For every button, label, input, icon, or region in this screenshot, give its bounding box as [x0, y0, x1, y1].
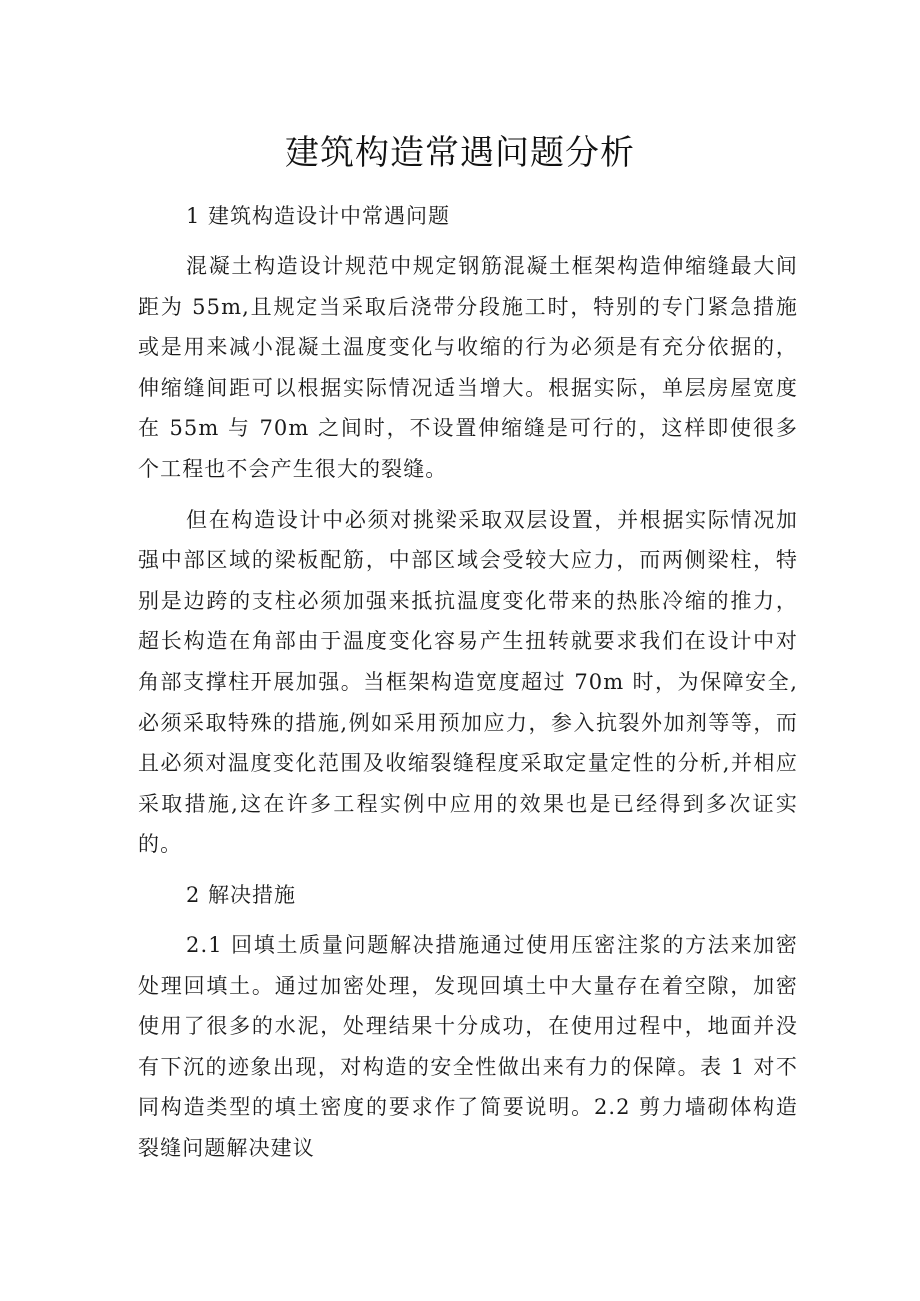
- paragraph-structural-reinforcement: 但在构造设计中必须对挑梁采取双层设置，并根据实际情况加强中部区域的梁板配筋，中部区域会受较大应力，而两侧梁柱，特别是边跨的支柱必须加强来抵抗温度变化带来的热胀冷缩的推力，超长构造在角部由于温度变化容易产生扭转就要求我们在设计中对角部支撑柱开展加强。当框架构造宽度超过 70m 时，为保障安全,必须采取特殊的措施,例如采用预加应力，参入抗裂外加剂等等，而且必须对温度变化范围及收缩裂缝程度采取定量定性的分析,并相应采取措施,这在许多工程实例中应用的效果也是已经得到多次证实的。: [138, 507, 798, 857]
- paragraph-backfill-solutions: 2.1 回填土质量问题解决措施通过使用压密注浆的方法来加密处理回填土。通过加密处理，发现回填土中大量存在着空隙，加密使用了很多的水泥，处理结果十分成功，在使用过程中，地面并没有下沉的迹象出现，对构造的安全性做出来有力的保障。表 1 对不同构造类型的填土密度的要求作了简要说明。2.2 剪力墙砌体构造裂缝问题解决建议: [138, 932, 798, 1160]
- section-heading-2: 2 解决措施: [186, 882, 297, 907]
- page-title: 建筑构造常遇问题分析: [285, 133, 635, 173]
- section-heading-1: 1 建筑构造设计中常遇问题: [186, 204, 451, 228]
- document-body: [138, 196, 798, 1168]
- paragraph-expansion-joint-spacing: 混凝土构造设计规范中规定钢筋混凝土框架构造伸缩缝最大间距为 55m,且规定当采取后浇带分段施工时，特别的专门紧急措施或是用来减小混凝土温度变化与收缩的行为必须是有充分依据的，伸缩缝间距可以根据实际情况适当增大。根据实际，单层房屋宽度在 55m 与 70m 之间时，不设置伸缩缝是可行的，这样即使很多个工程也不会产生很大的裂缝。: [138, 254, 798, 481]
